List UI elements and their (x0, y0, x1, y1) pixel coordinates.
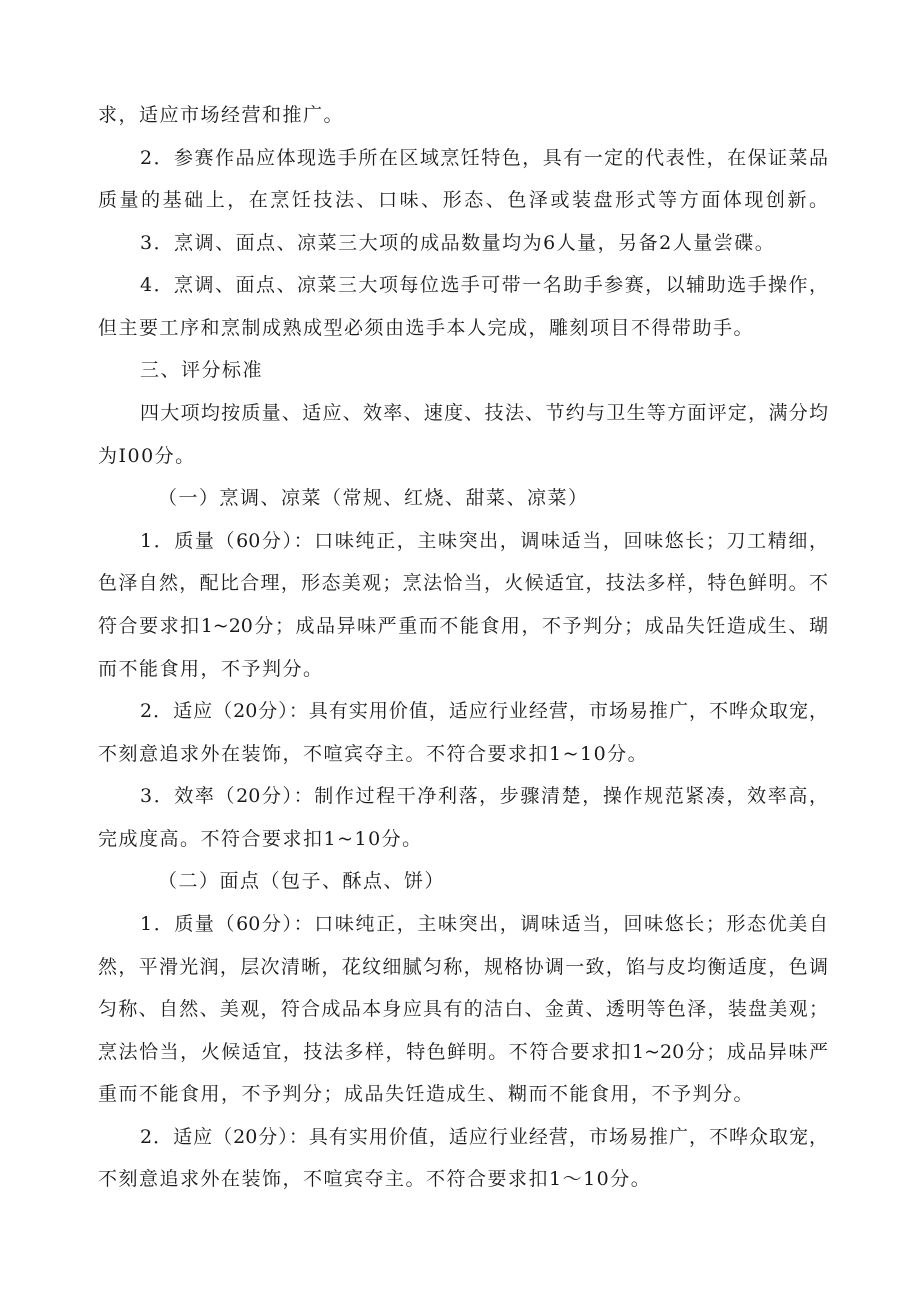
paragraph-line: 不刻意追求外在装饰，不喧宾夺主。不符合要求扣1～10分。 (98, 1168, 652, 1190)
paragraph-line: 不刻意追求外在装饰，不喧宾夺主。不符合要求扣1~10分。 (98, 743, 649, 765)
paragraph-line: 符合要求扣1~20分；成品异味严重而不能食用，不予判分；成品失饪造成生、瑚 (98, 615, 828, 637)
paragraph-line: 重而不能食用，不予判分；成品失饪造成生、糊而不能食用，不予判分。 (98, 1083, 755, 1105)
paragraph-line: 而不能食用，不予判分。 (98, 658, 324, 680)
subsection-heading: （二）面点（包子、酥点、饼） (158, 870, 446, 892)
paragraph-line: 1．质量（60分）：口味纯正，主味突出，调味适当，回味悠长；形态优美自 (140, 913, 828, 935)
paragraph-line: 求，适应市场经营和推广。 (98, 104, 345, 126)
paragraph-line: 3．烹调、面点、凉菜三大项的成品数量均为6人量，另备2人量尝碟。 (140, 232, 776, 254)
paragraph-line: 4．烹调、面点、凉菜三大项每位选手可带一名助手参赛，以辅助选手操作， (140, 274, 828, 296)
paragraph-line: 但主要工序和烹制成熟成型必须由选手本人完成，雕刻项目不得带助手。 (98, 317, 755, 339)
paragraph-line: 完成度高。不符合要求扣1~10分。 (98, 828, 423, 850)
section-heading: 三、评分标准 (140, 359, 264, 381)
paragraph-line: 1．质量（60分）：口味纯正，主味突出，调味适当，回味悠长；刀工精细， (140, 530, 828, 552)
paragraph-line: 3．效率（20分）：制作过程干净利落，步骤清楚，操作规范紧凑，效率高， (140, 785, 828, 807)
paragraph-line: 烹法恰当，火候适宜，技法多样，特色鲜明。不符合要求扣1~20分；成品异味严 (98, 1041, 828, 1063)
paragraph-line: 四大项均按质量、适应、效率、速度、技法、节约与卫生等方面评定，满分均 (140, 402, 828, 424)
paragraph-line: 2．参赛作品应体现选手所在区域烹饪特色，具有一定的代表性，在保证菜品 (140, 147, 828, 169)
paragraph-line: 2．适应（20分）：具有实用价值，适应行业经营，市场易推广，不哗众取宠， (140, 700, 828, 722)
paragraph-line: 然，平滑光润，层次清晰，花纹细腻匀称，规格协调一致，馅与皮均衡适度，色调 (98, 956, 828, 978)
subsection-heading: （一）烹调、凉菜（常规、红烧、甜菜、凉菜） (158, 487, 589, 509)
paragraph-line: 为I00分。 (98, 445, 196, 467)
paragraph-line: 质量的基础上，在烹饪技法、口味、形态、色泽或装盘形式等方面体现创新。 (98, 189, 828, 211)
paragraph-line: 2．适应（20分）：具有实用价值，适应行业经营，市场易推广，不哗众取宠， (140, 1126, 828, 1148)
paragraph-line: 色泽自然，配比合理，形态美观；烹法恰当，火候适宜，技法多样，特色鲜明。不 (98, 572, 828, 594)
paragraph-line: 匀称、自然、美观，符合成品本身应具有的洁白、金黄、透明等色泽，装盘美观； (98, 998, 828, 1020)
